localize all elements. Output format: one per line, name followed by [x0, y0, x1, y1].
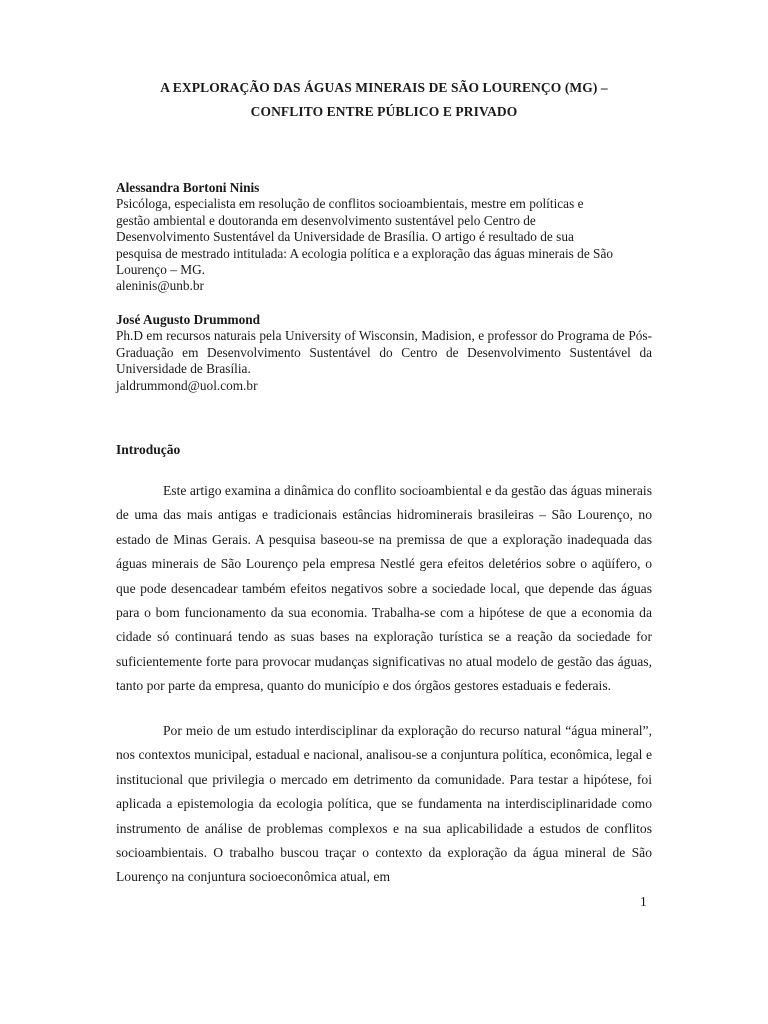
- section-heading: Introdução: [116, 442, 181, 457]
- paper-title: [116, 76, 652, 124]
- author-block-2: [116, 312, 652, 394]
- author-name: Alessandra Bortoni Ninis: [116, 180, 260, 195]
- page-number: 1: [640, 894, 647, 909]
- title-line-1: A EXPLORAÇÃO DAS ÁGUAS MINERAIS DE SÃO LOURENÇO (MG) –: [160, 80, 608, 95]
- paragraph: Este artigo examina a dinâmica do conflito socioambiental e da gestão das águas minerais de uma das mais antigas e tradicionais estâncias hidrominerais brasileiras – São Lourenço, no estado de Minas Gerais. A pesquisa baseou-se na premissa de que a exploração inadequada das águas minerais de São Lourenço pela empresa Nestlé gera efeitos deletérios sobre o aqüífero, o que pode desencadear também efeitos negativos sobre a sociedade local, que depende das águas para o bom funcionamento da sua economia. Trabalha-se com a hipótese de que a economia da cidade só continuará tendo as suas bases na exploração turística se a reação da sociedade for suficientemente forte para provocar mudanças significativas no atual modelo de gestão das águas, tanto por parte da empresa, quanto do município e dos órgãos gestores estaduais e federais.: [116, 483, 652, 694]
- author-block-1: [116, 180, 652, 295]
- title-line-2: CONFLITO ENTRE PÚBLICO E PRIVADO: [250, 104, 518, 119]
- body-section: [116, 719, 652, 890]
- paragraph: Por meio de um estudo interdisciplinar da exploração do recurso natural “água mineral”, nos contextos municipal, estadual e nacional, analisou-se a conjuntura política, econômica, legal e institucional que privilegia o mercado em detrimento da comunidade. Para testar a hipótese, foi aplicada a epistemologia da ecologia política, que se fundamenta na interdisciplinaridade como instrumento de análise de problemas complexos e na sua aplicabilidade a estudos de conflitos socioambientais. O trabalho buscou traçar o contexto da exploração da água mineral de São Lourenço na conjuntura socioeconômica atual, em: [116, 723, 652, 885]
- body-section: [116, 479, 652, 699]
- author-bio-line: Desenvolvimento Sustentável da Universidade de Brasília. O artigo é resultado de sua: [116, 229, 574, 245]
- author-name: José Augusto Drummond: [116, 312, 261, 327]
- author-bio-line: Lourenço – MG.: [116, 262, 205, 278]
- author-email: aleninis@unb.br: [116, 278, 204, 294]
- author-bio-line: Psicóloga, especialista em resolução de conflitos socioambientais, mestre em políticas e: [116, 196, 584, 212]
- author-bio: Ph.D em recursos naturais pela University of Wisconsin, Madision, e professor do Programa de Pós-Graduação em Desenvolvimento Sustentável do Centro de Desenvolvimento Sustentável da Universidade de Brasília.: [116, 328, 652, 377]
- author-bio-line: pesquisa de mestrado intitulada: A ecologia política e a exploração das águas minerais de São: [116, 245, 613, 261]
- author-bio-line: gestão ambiental e doutoranda em desenvolvimento sustentável pelo Centro de: [116, 212, 536, 228]
- author-email: jaldrummond@uol.com.br: [116, 377, 258, 393]
